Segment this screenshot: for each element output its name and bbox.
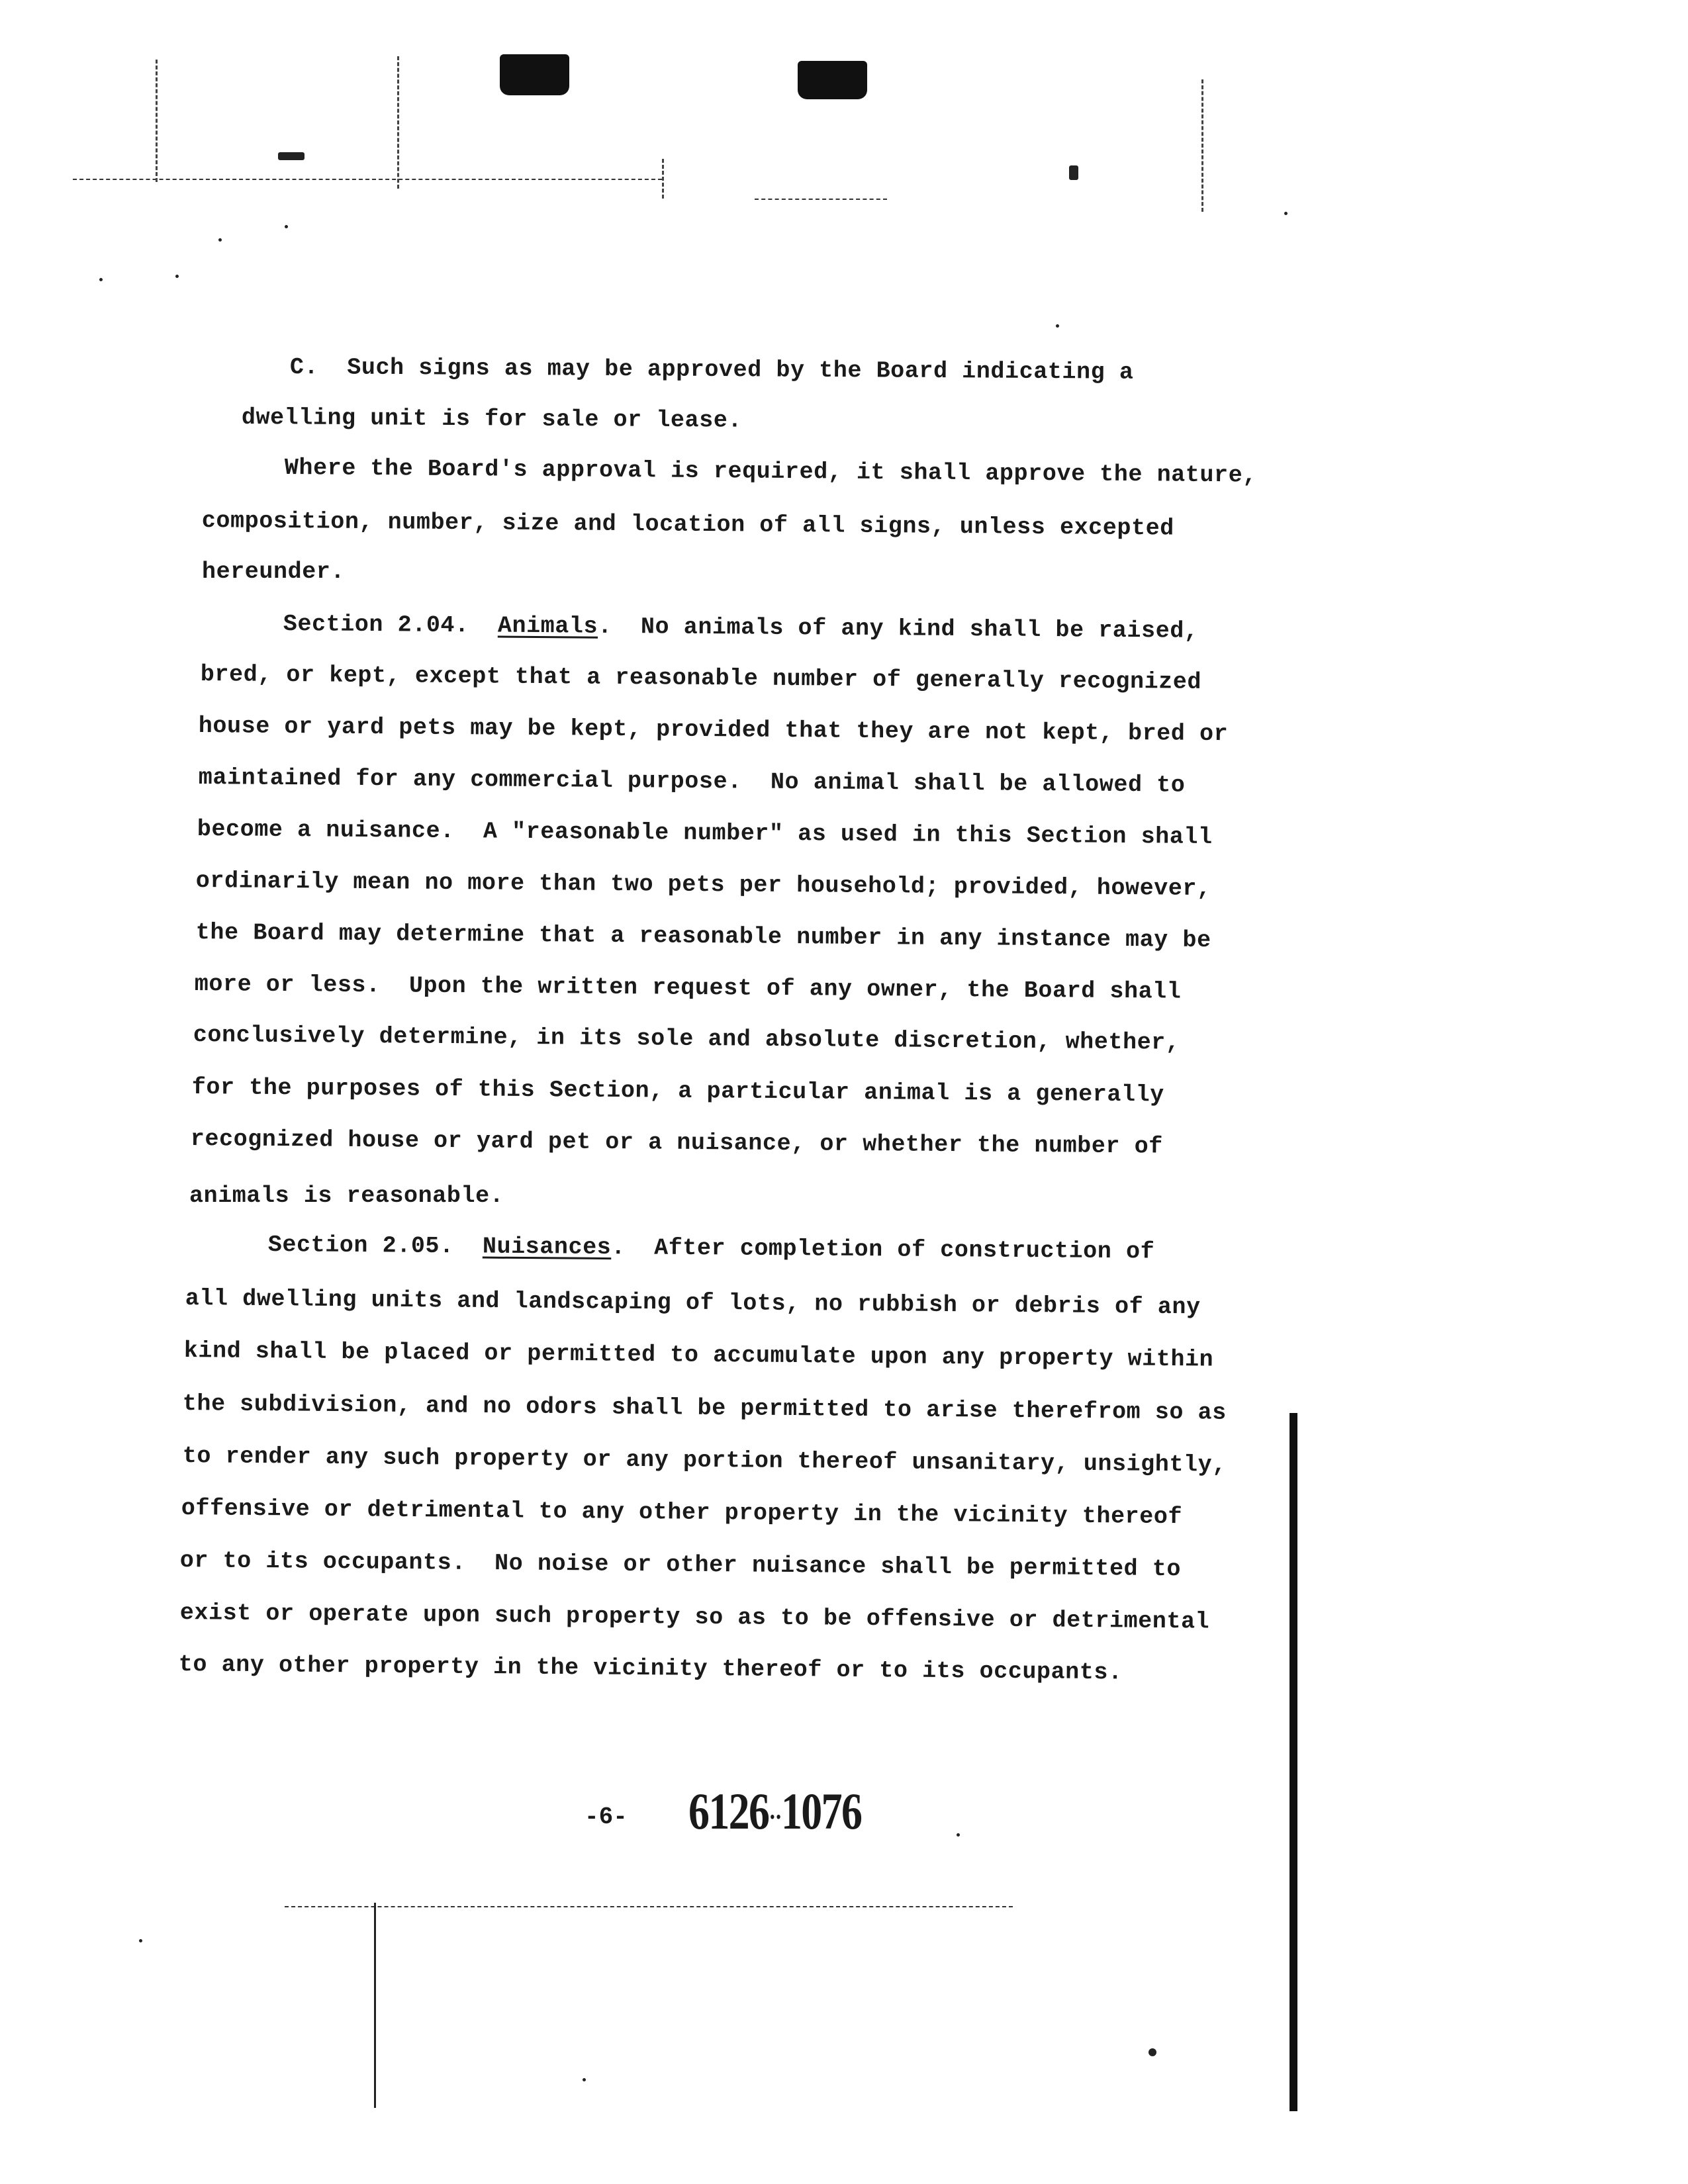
section-2-05-first-line-rest: . After completion of construction of <box>611 1234 1155 1265</box>
scan-dot <box>957 1833 960 1837</box>
scan-dot <box>285 225 288 228</box>
section-2-05-heading-line <box>268 1234 1155 1264</box>
scan-dot <box>175 275 179 278</box>
recording-page: 1076 <box>780 1782 862 1840</box>
section-2-04-line: for the purposes of this Section, a particular animal is a generally <box>191 1074 1165 1109</box>
scan-dot <box>1284 212 1288 215</box>
section-2-04-line: ordinarily mean no more than two pets per household; provided, however, <box>195 868 1211 903</box>
page-number: -6- <box>585 1803 628 1831</box>
recording-book: 6126 <box>688 1782 769 1840</box>
scan-bottom-rule <box>285 1906 1013 1907</box>
scan-dot <box>139 1939 142 1942</box>
section-2-04-line: house or yard pets may be kept, provided that they are not kept, bred or <box>198 713 1229 748</box>
section-2-05-line: offensive or detrimental to any other property in the vicinity thereof <box>181 1495 1183 1531</box>
board-approval-line-2: composition, number, size and location of all signs, unless excepted <box>201 508 1175 542</box>
section-2-04-line: maintained for any commercial purpose. No animal shall be allowed to <box>198 764 1186 799</box>
section-2-05-line: to render any such property or any portion thereof unsanitary, unsightly, <box>182 1443 1227 1479</box>
scan-dot <box>1149 2048 1156 2056</box>
scan-dot <box>1056 324 1059 328</box>
section-2-05-line: to any other property in the vicinity thereof or to its occupants. <box>178 1651 1123 1686</box>
section-2-04-line: the Board may determine that a reasonable number in any instance may be <box>195 919 1211 954</box>
clause-c-line-2: dwelling unit is for sale or lease. <box>241 404 743 434</box>
scan-dot <box>583 2078 586 2081</box>
recording-separator: ·· <box>769 1801 781 1832</box>
section-2-04-line: more or less. Upon the written request of any owner, the Board shall <box>194 971 1182 1005</box>
clause-c-line-1: C. Such signs as may be approved by the Board indicating a <box>289 354 1134 386</box>
section-2-04-line: animals is reasonable. <box>189 1183 504 1209</box>
section-2-05-title: Nuisances <box>482 1233 612 1261</box>
scan-dot <box>1069 165 1078 180</box>
scan-vertical-mark-1 <box>156 60 158 182</box>
board-approval-line-1: Where the Board's approval is required, it shall approve the nature, <box>284 455 1258 489</box>
section-2-05-line: or to its occupants. No noise or other nuisance shall be permitted to <box>179 1547 1182 1583</box>
section-2-04-title: Animals <box>497 612 598 640</box>
section-2-04-number: Section 2.04. <box>283 611 469 639</box>
scan-blot-left <box>500 54 569 95</box>
section-2-05-number: Section 2.05. <box>267 1232 454 1260</box>
scan-vertical-mark-4 <box>662 159 664 199</box>
scan-top-rule-2 <box>755 199 887 200</box>
scan-dot <box>278 152 305 160</box>
scan-vertical-mark-2 <box>397 56 399 189</box>
section-2-05-line: the subdivision, and no odors shall be permitted to arise therefrom so as <box>182 1390 1227 1426</box>
scan-top-rule <box>73 179 662 180</box>
scan-blot-right <box>798 61 867 99</box>
section-2-04-line: recognized house or yard pet or a nuisance, or whether the number of <box>190 1126 1164 1160</box>
scan-right-margin-bar <box>1289 1413 1297 2111</box>
scan-dot <box>218 238 222 242</box>
board-approval-line-3: hereunder. <box>202 559 346 585</box>
section-2-04-line: become a nuisance. A "reasonable number" as used in this Section shall <box>197 816 1213 851</box>
section-2-04-line: bred, or kept, except that a reasonable number of generally recognized <box>200 661 1202 696</box>
section-2-05-line: kind shall be placed or permitted to accumulate upon any property within <box>183 1338 1214 1373</box>
scan-vertical-mark-3 <box>1201 79 1203 212</box>
section-2-05-line: all dwelling units and landscaping of lots, no rubbish or debris of any <box>185 1285 1201 1321</box>
scan-bottom-vertical <box>374 1903 376 2108</box>
section-2-05-line: exist or operate upon such property so as to be offensive or detrimental <box>179 1600 1210 1635</box>
recording-stamp <box>688 1782 861 1841</box>
scan-dot <box>99 278 103 281</box>
section-2-04-heading-line <box>283 613 1199 643</box>
section-2-04-first-line-rest: . No animals of any kind shall be raised, <box>598 613 1199 645</box>
section-2-04-line: conclusively determine, in its sole and absolute discretion, whether, <box>193 1022 1180 1056</box>
